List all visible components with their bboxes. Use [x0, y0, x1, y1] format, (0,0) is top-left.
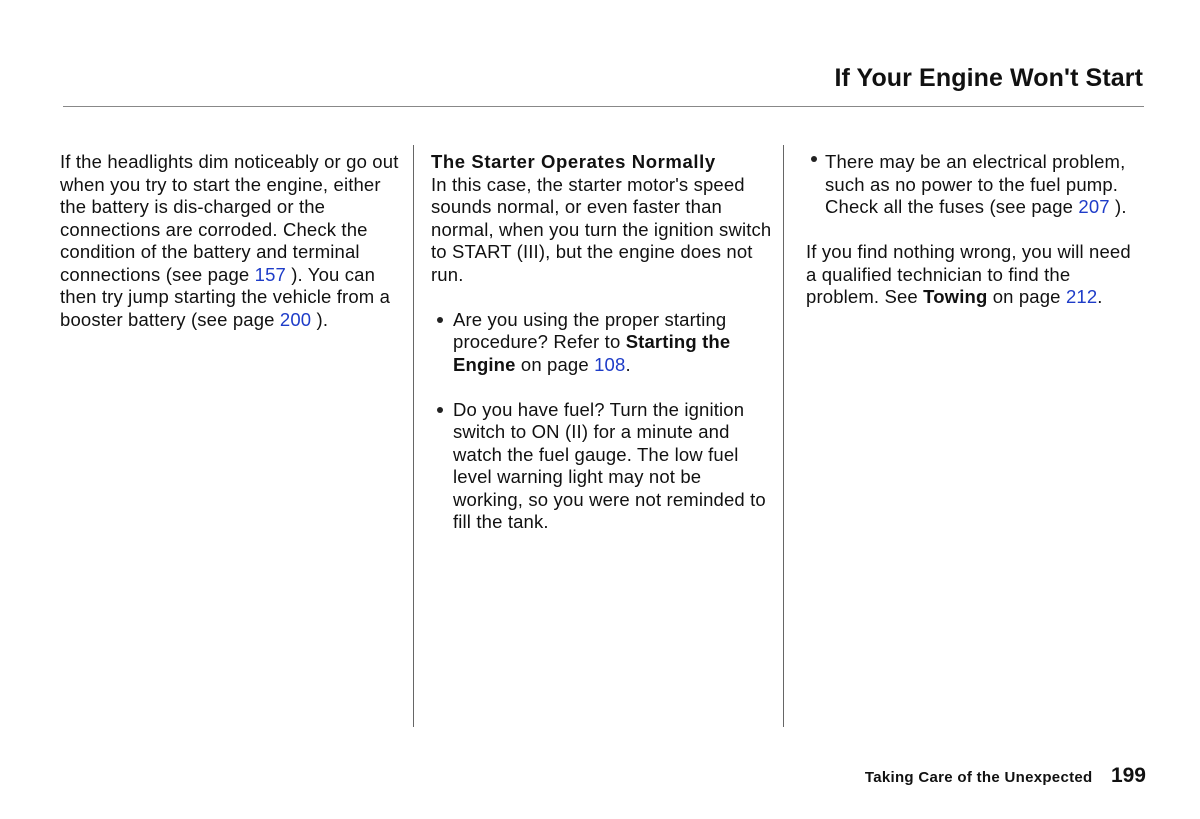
column-divider-2 — [783, 145, 784, 727]
page-link-157[interactable]: 157 — [254, 263, 286, 285]
closing-text: ). — [316, 308, 329, 330]
see-page-label: (see page — [989, 196, 1074, 217]
column-1 — [60, 151, 405, 331]
towing-ref: Towing — [923, 286, 988, 307]
bullet-text: Are you using the proper starting procedure? Refer to — [453, 308, 727, 352]
page-footer — [865, 764, 1146, 788]
column-2 — [431, 151, 776, 534]
bullet-icon — [437, 317, 443, 323]
page-title: If Your Engine Won't Start — [834, 64, 1143, 92]
technician-text: If you find nothing wrong, you will need a qualified technician to find the problem. See — [806, 241, 1131, 307]
bullet-text: There may be an electrical problem, such as no power to the fuel pump. Check all the fuses — [825, 151, 1126, 217]
list-item — [431, 399, 776, 534]
starting-the-engine-ref: Starting the Engine — [453, 331, 731, 375]
period: . — [1097, 286, 1103, 307]
section-subhead: The Starter Operates Normally — [431, 151, 716, 172]
bullet-text: Do you have fuel? Turn the ignition switch to ON (II) for a minute and watch the fuel gauge. The low fuel level warning light may not be working, so you were not reminded to fill the tank. — [453, 398, 766, 532]
see-page-label: (see page — [165, 263, 250, 285]
page-link-212[interactable]: 212 — [1065, 286, 1098, 307]
title-divider — [63, 106, 1144, 107]
battery-text: If the headlights dim noticeably or go out when you try to start the engine, either the battery is dis-charged or the connections are corroded. Check the condition of the battery and terminal connections — [60, 151, 399, 285]
bullet-icon — [811, 156, 817, 162]
page-number: 199 — [1110, 764, 1146, 787]
bullet-icon — [437, 407, 443, 413]
footer-section-title: Taking Care of the Unexpected — [864, 769, 1093, 786]
list-item — [431, 309, 776, 377]
page-link-108[interactable]: 108 — [594, 353, 626, 375]
see-page-label: (see page — [190, 308, 275, 330]
on-page-label: on page — [520, 353, 589, 375]
list-item — [806, 151, 1146, 219]
battery-paragraph — [60, 151, 405, 331]
jump-start-text: ). You can then try jump starting the vehicle from a booster battery — [60, 263, 391, 330]
technician-paragraph — [806, 241, 1146, 309]
page-link-207[interactable]: 207 — [1078, 196, 1110, 217]
column-3 — [806, 151, 1146, 309]
closing-text: ). — [1115, 196, 1127, 217]
page-link-200[interactable]: 200 — [279, 308, 312, 330]
column-divider-1 — [413, 145, 414, 727]
starter-intro-paragraph: In this case, the starter motor's speed sounds normal, or even faster than normal, when you turn the ignition switch to START (III), but the engine does not run. — [431, 173, 772, 285]
period: . — [625, 353, 631, 375]
on-page-label: on page — [992, 286, 1061, 307]
